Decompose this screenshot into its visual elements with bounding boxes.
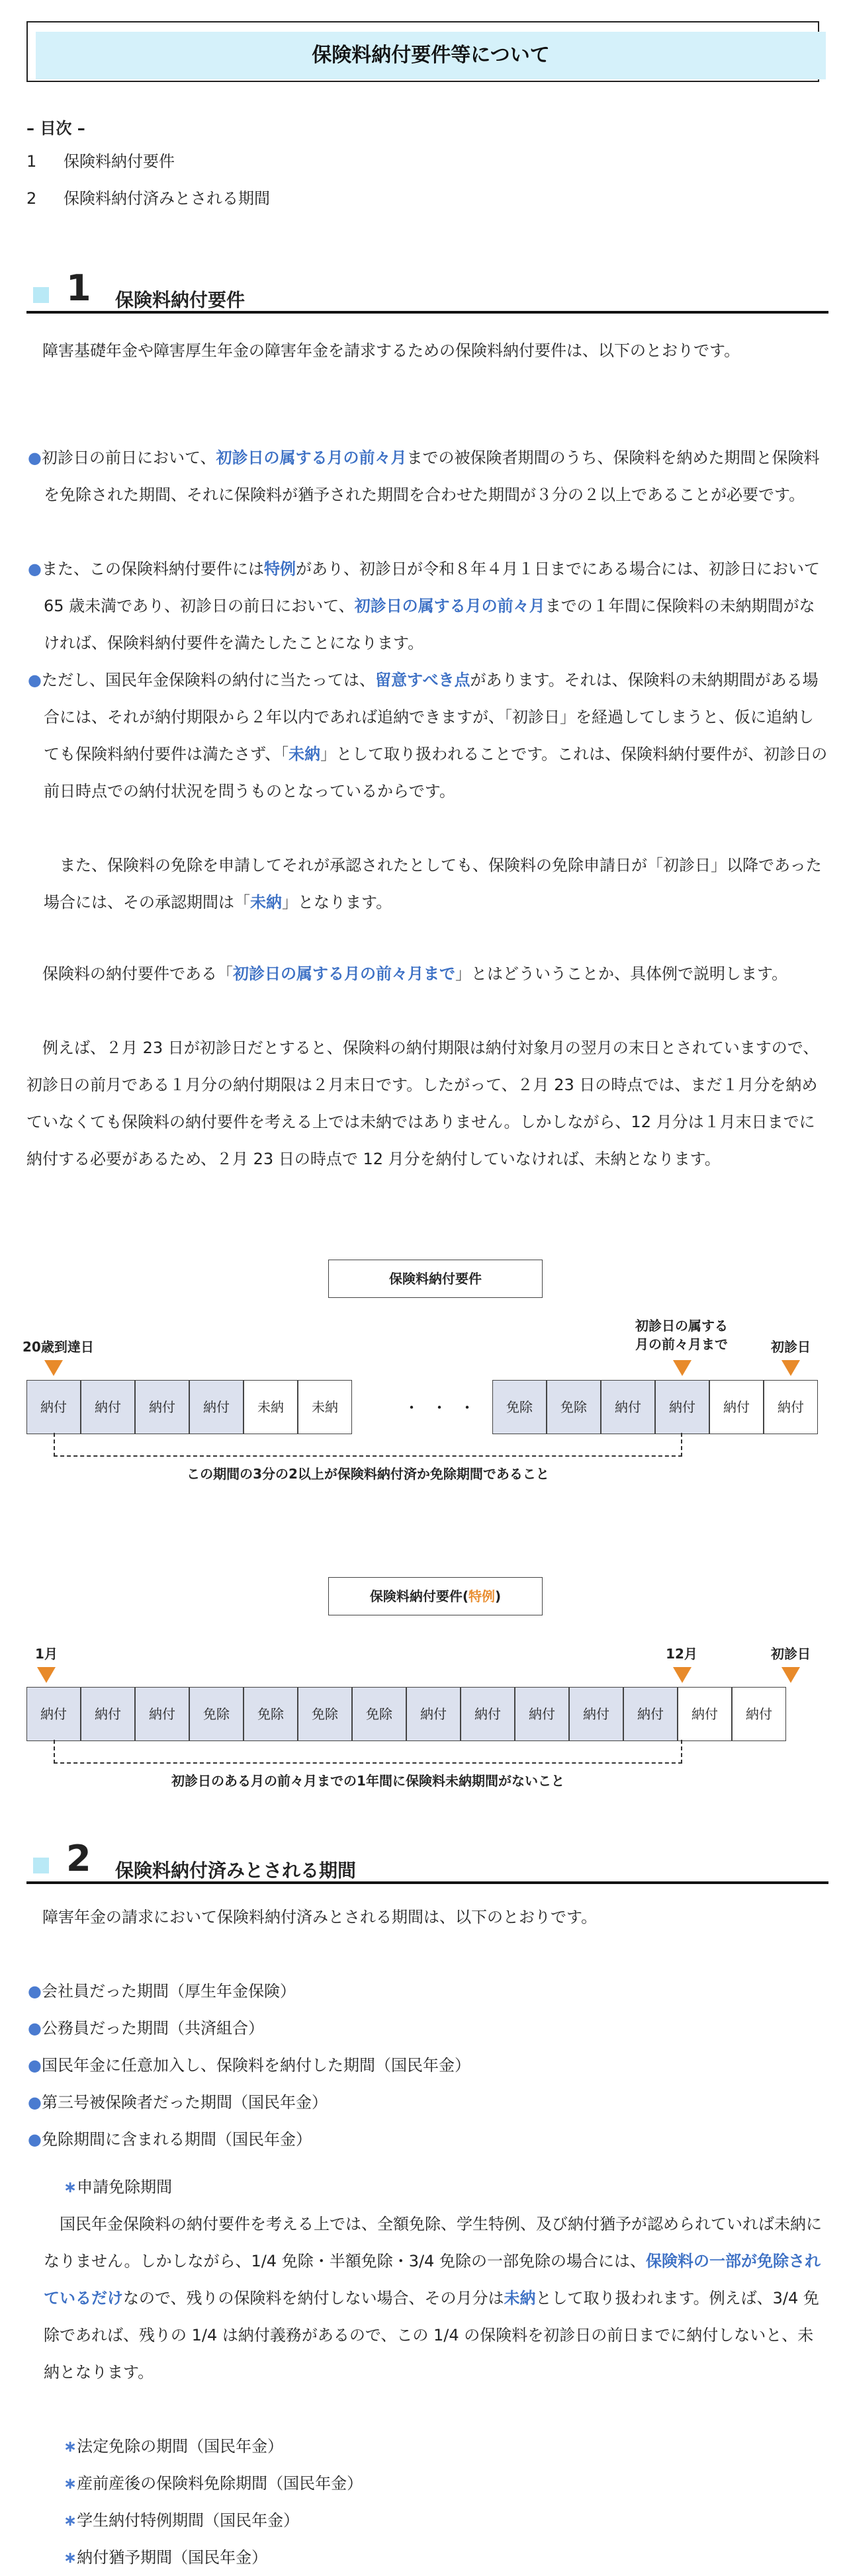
period-cell: 免除 (547, 1380, 601, 1434)
toc-item-num: 2 (26, 189, 37, 208)
bullet-dot-icon: ● (28, 560, 42, 578)
sub-item (26, 2539, 828, 2576)
period-cell: 納付 (406, 1687, 461, 1741)
period-cell: 納付 (461, 1687, 515, 1741)
period-cell: 免除 (298, 1687, 352, 1741)
bullet-item: ●ただし、国民年金保険料の納付に当たっては、留意すべき点があります。それは、保険料の未納期間がある場合には、それが納付期限から２年以内であれば追納できますが、「初診日」を経過してしまうと、仮に追納しても保険料納付要件は満たさず、「未納」として取り扱われることです。これは、保険料納付要件が、初診日の前日時点での納付状況を問うものとなっているからです。 (28, 671, 828, 800)
ellipsis: ・・・ (404, 1398, 487, 1417)
period-cell: 免除 (244, 1687, 298, 1741)
period-cell: 納付 (135, 1687, 189, 1741)
period-cell: 納付 (569, 1687, 623, 1741)
period-cell: 免除 (492, 1380, 547, 1434)
bullet-item: ●また、この保険料納付要件には特例があり、初診日が令和８年４月１日までにある場合には、初診日において 65 歳未満であり、初診日の前日において、初診日の属する月の前々月までの１年間に保険料の未納期間がなければ、保険料納付要件を満たしたことになります。 (28, 560, 820, 652)
sub-item (26, 2502, 828, 2539)
period-cell: 納付 (26, 1380, 81, 1434)
arrow-down-icon (781, 1360, 800, 1376)
section-number: 1 (66, 267, 91, 309)
section-title: 保険料納付済みとされる期間 (115, 1860, 357, 1881)
bullet-dot-icon: ● (28, 2019, 42, 2038)
arrow-down-icon (673, 1667, 691, 1683)
title-background (36, 32, 826, 79)
sub-item (26, 2465, 828, 2502)
bullet-dot-icon: ● (28, 671, 42, 689)
asterisk-icon: ∗ (64, 2178, 77, 2196)
toc-item-2[interactable] (26, 185, 270, 208)
period-cell: 未納 (244, 1380, 298, 1434)
diagram-caption: 初診日のある月の前々月までの1年間に保険料未納期間がないこと (171, 1773, 564, 1789)
asterisk-icon: ∗ (64, 2548, 77, 2567)
sub-item (26, 2428, 828, 2465)
example-paragraph-2: 例えば、２月 23 日が初診日だとすると、保険料の納付期限は納付対象月の翌月の末日とされていますので、初診日の前月である１月分の納付期限は２月末日です。したがって、２月 23 日の時点では、まだ１月分を納めていなくても保険料の納付要件を考える上では未納ではありません。しかしながら、12 月分は１月末日までに納付する必要があるため、２月 23 日の時点で 12 月分を納付していなければ、未納となります。 (26, 1039, 819, 1168)
bullet-item (26, 2010, 828, 2047)
bullet-dot-icon: ● (28, 2130, 42, 2149)
asterisk-icon: ∗ (64, 2437, 77, 2456)
section-2-intro: 障害年金の請求において保険料納付済みとされる期間は、以下のとおりです。 (42, 1908, 598, 1926)
section-title: 保険料納付要件 (115, 289, 245, 311)
toc-heading: – 目次 – (26, 119, 85, 138)
arrow-down-icon (44, 1360, 63, 1376)
marker-label: 初診日 (771, 1339, 811, 1355)
toc-item-1[interactable] (26, 148, 175, 171)
example-paragraph-1: 保険料の納付要件である「初診日の属する月の前々月まで」とはどういうことか、具体例で説明します。 (42, 965, 788, 983)
bullet-dot-icon: ● (28, 1982, 42, 2000)
section-2-header (26, 1838, 828, 1884)
bullet-item: ●初診日の前日において、初診日の属する月の前々月までの被保険者期間のうち、保険料を納めた期間と保険料を免除された期間、それに保険料が猶予された期間を合わせた期間が３分の２以上であることが必要です。 (28, 449, 820, 504)
document-page (22, 21, 828, 2567)
bullet-text: 会社員だった期間（厚生年金保険） (41, 1982, 296, 2000)
bullet-item (26, 2084, 828, 2121)
marker-label: 20歳到達日 (22, 1339, 94, 1355)
period-cell: 納付 (135, 1380, 189, 1434)
bullet-item (26, 2047, 828, 2084)
arrow-down-icon (781, 1667, 800, 1683)
bullet-item (26, 2121, 828, 2158)
bullet-dot-icon: ● (28, 449, 42, 467)
sub-item-text: 法定免除の期間（国民年金） (77, 2437, 284, 2456)
section-1-intro: 障害基礎年金や障害厚生年金の障害年金を請求するための保険料納付要件は、以下のとおりです。 (42, 341, 740, 360)
period-cell: 納付 (26, 1687, 81, 1741)
toc-item-num: 1 (26, 152, 37, 171)
sub-item-text: 産前産後の保険料免除期間（国民年金） (77, 2474, 363, 2493)
period-cell: 納付 (709, 1380, 764, 1434)
asterisk-icon: ∗ (64, 2511, 77, 2530)
period-cell: 納付 (623, 1687, 678, 1741)
period-cell: 納付 (81, 1687, 135, 1741)
sub-item-text: 納付猶予期間（国民年金） (77, 2548, 268, 2567)
note-paragraph: また、保険料の免除を申請してそれが承認されたとしても、保険料の免除申請日が「初診日」以降であった場合には、その承認期間は「未納」となります。 (44, 856, 822, 912)
period-cell: 納付 (732, 1687, 786, 1741)
marker-label: 初診日の属する 月の前々月まで (635, 1318, 728, 1352)
bullet-dot-icon: ● (28, 2093, 42, 2112)
marker-label: 初診日 (771, 1646, 811, 1662)
diagram-title: 保険料納付要件(特例) (328, 1577, 543, 1615)
toc-item-label: 保険料納付済みとされる期間 (64, 189, 270, 208)
section-square-icon (33, 287, 49, 303)
period-bracket (54, 1433, 682, 1457)
bullet-dot-icon: ● (28, 2056, 42, 2075)
marker-label: 12月 (666, 1646, 697, 1662)
page-title: 保険料納付要件等について (312, 44, 550, 67)
asterisk-icon: ∗ (64, 2474, 77, 2493)
arrow-down-icon (37, 1667, 56, 1683)
toc-item-label: 保険料納付要件 (64, 152, 175, 171)
sub-item-text: 学生納付特例期間（国民年金） (77, 2511, 300, 2530)
diagram-title: 保険料納付要件 (328, 1260, 543, 1298)
section-number: 2 (66, 1838, 91, 1879)
period-cell: 納付 (764, 1380, 818, 1434)
period-cell: 納付 (189, 1380, 244, 1434)
bullet-text: 国民年金に任意加入し、保険料を納付した期間（国民年金） (41, 2056, 470, 2075)
bullet-text: 第三号被保険者だった期間（国民年金） (41, 2093, 328, 2112)
period-bracket (54, 1740, 682, 1764)
sub-heading: ∗申請免除期間 (64, 2178, 173, 2196)
marker-label: 1月 (35, 1646, 58, 1662)
sub-paragraph: 国民年金保険料の納付要件を考える上では、全額免除、学生特例、及び納付猶予が認められていれば未納になりません。しかしながら、1/4 免除・半額免除・3/4 免除の一部免除の場合には、保険料の一部が免除されているだけなので、残りの保険料を納付しない場合、その月分は未納として取り扱われます。例えば、3/4 免除であれば、残りの 1/4 は納付義務があるので、この 1/4 の保険料を初診日の前日までに納付しないと、未納となります。 (44, 2215, 822, 2382)
period-cell: 納付 (655, 1380, 709, 1434)
period-cell: 納付 (515, 1687, 569, 1741)
section-square-icon (33, 1858, 49, 1873)
period-cell: 未納 (298, 1380, 352, 1434)
diagram-caption: この期間の3分の2以上が保険料納付済か免除期間であること (187, 1466, 549, 1482)
period-cell: 納付 (678, 1687, 732, 1741)
period-cell: 免除 (352, 1687, 406, 1741)
section-1-header (26, 267, 828, 314)
period-cell: 納付 (601, 1380, 655, 1434)
bullet-text: 公務員だった期間（共済組合） (41, 2019, 264, 2038)
arrow-down-icon (673, 1360, 691, 1376)
period-cell: 納付 (81, 1380, 135, 1434)
bullet-item (26, 1973, 828, 2010)
bullet-text: 免除期間に含まれる期間（国民年金） (41, 2130, 312, 2149)
period-cell: 免除 (189, 1687, 244, 1741)
title-box (26, 21, 819, 82)
